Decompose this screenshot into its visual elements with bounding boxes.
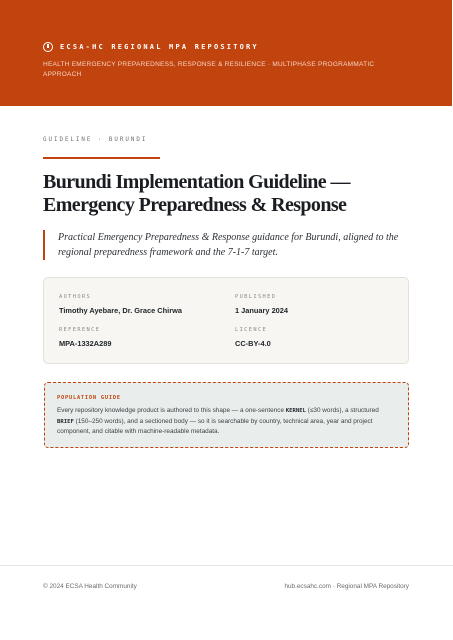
meta-reference (59, 327, 111, 348)
population-guide-callout (44, 382, 409, 448)
guide-text-part-3: (150–250 words), and a sectioned body — so it is searchable by country, technical area, year and project component, and citable with machine-readable metadata. (57, 417, 373, 435)
meta-reference-label: REFERENCE (59, 327, 101, 333)
meta-authors-value: Timothy Ayebare, Dr. Grace Chirwa (59, 306, 182, 315)
brand-name: ECSA-HC REGIONAL MPA REPOSITORY (60, 43, 259, 51)
kernel-keyword: KERNEL (285, 408, 306, 414)
population-guide-label: POPULATION GUIDE (57, 395, 121, 401)
header-tagline: HEALTH EMERGENCY PREPAREDNESS, RESPONSE & RESILIENCE · MULTIPHASE PROGRAMMATIC APPROACH (43, 61, 375, 78)
meta-reference-value: MPA-1332A289 (59, 339, 112, 348)
meta-published (235, 294, 288, 315)
meta-licence (235, 327, 271, 348)
guide-text-part-1: Every repository knowledge product is authored to this shape — a one-sentence (57, 407, 286, 414)
footer-copyright: © 2024 ECSA Health Community (43, 583, 137, 590)
brief-keyword: BRIEF (57, 418, 74, 425)
document-lede: Practical Emergency Preparedness & Response guidance for Burundi, aligned to the regional preparedness framework and the 7-1-7 target. (43, 230, 405, 260)
footer-site-link[interactable]: hub.ecsahc.com · Regional MPA Repository (284, 583, 409, 590)
meta-licence-value: CC-BY-4.0 (235, 339, 271, 348)
document-eyebrow: GUIDELINE · BURUNDI (43, 137, 148, 143)
meta-licence-label: LICENCE (235, 327, 268, 333)
population-guide-text (57, 406, 397, 438)
guide-text-part-2: (≤30 words), a structured (306, 407, 379, 414)
accent-rule (43, 157, 160, 159)
brand[interactable] (43, 42, 259, 52)
metadata-card (43, 277, 409, 364)
footer-divider (0, 565, 453, 566)
meta-authors-label: AUTHORS (59, 294, 92, 300)
meta-published-label: PUBLISHED (235, 294, 277, 300)
power-icon (43, 42, 53, 52)
meta-published-value: 1 January 2024 (235, 306, 289, 315)
meta-authors (59, 294, 182, 315)
header-banner (0, 0, 452, 106)
page-title: Burundi Implementation Guideline — Emergency Preparedness & Response (43, 171, 350, 216)
